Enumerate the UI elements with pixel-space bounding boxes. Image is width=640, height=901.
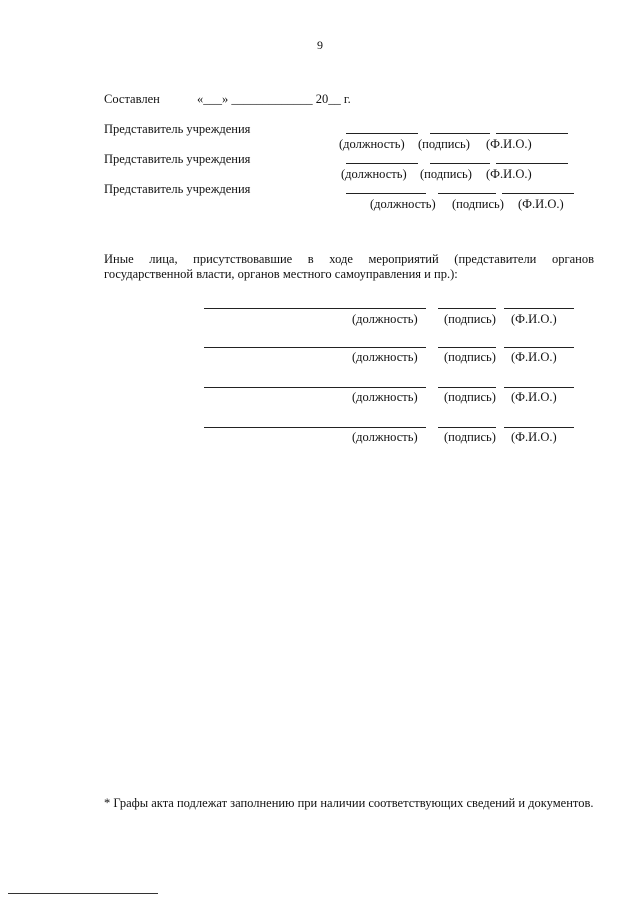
fio-caption: (Ф.И.О.) (511, 390, 557, 404)
fio-signature-line[interactable] (504, 387, 574, 388)
signature-line[interactable] (438, 427, 496, 428)
position-signature-line[interactable] (204, 427, 426, 428)
fio-caption: (Ф.И.О.) (518, 197, 564, 211)
other-persons-paragraph: Иные лица, присутствовавшие в ходе мероприятий (представители органов государственной власти, органов местного самоуправления и пр.): (104, 252, 594, 281)
signature-caption: (подпись) (444, 312, 496, 326)
signature-caption: (подпись) (420, 167, 472, 181)
signature-line[interactable] (438, 193, 496, 194)
signature-caption: (подпись) (452, 197, 504, 211)
compiled-date: «___» _____________ 20__ г. (197, 92, 351, 106)
signature-line[interactable] (430, 163, 490, 164)
fio-caption: (Ф.И.О.) (511, 350, 557, 364)
position-caption: (должность) (352, 430, 418, 444)
fio-signature-line[interactable] (502, 193, 574, 194)
fio-signature-line[interactable] (496, 133, 568, 134)
footer-divider (8, 893, 158, 894)
position-caption: (должность) (352, 312, 418, 326)
fio-signature-line[interactable] (504, 427, 574, 428)
position-caption: (должность) (370, 197, 436, 211)
position-caption: (должность) (339, 137, 405, 151)
representative-label: Представитель учреждения (104, 182, 251, 196)
position-caption: (должность) (352, 390, 418, 404)
signature-caption: (подпись) (418, 137, 470, 151)
footnote: * Графы акта подлежат заполнению при наличии соответствующих сведений и документов. (104, 796, 594, 810)
position-signature-line[interactable] (346, 193, 426, 194)
position-caption: (должность) (352, 350, 418, 364)
fio-caption: (Ф.И.О.) (511, 430, 557, 444)
position-signature-line[interactable] (204, 387, 426, 388)
position-signature-line[interactable] (204, 308, 426, 309)
signature-line[interactable] (438, 347, 496, 348)
signature-line[interactable] (438, 387, 496, 388)
fio-caption: (Ф.И.О.) (511, 312, 557, 326)
representative-label: Представитель учреждения (104, 152, 251, 166)
page-number: 9 (317, 38, 323, 52)
signature-line[interactable] (430, 133, 490, 134)
position-signature-line[interactable] (346, 163, 418, 164)
signature-caption: (подпись) (444, 390, 496, 404)
position-signature-line[interactable] (346, 133, 418, 134)
position-caption: (должность) (341, 167, 407, 181)
position-signature-line[interactable] (204, 347, 426, 348)
compiled-label: Составлен (104, 92, 160, 106)
fio-signature-line[interactable] (504, 308, 574, 309)
signature-caption: (подпись) (444, 350, 496, 364)
representative-label: Представитель учреждения (104, 122, 251, 136)
signature-line[interactable] (438, 308, 496, 309)
signature-caption: (подпись) (444, 430, 496, 444)
fio-caption: (Ф.И.О.) (486, 167, 532, 181)
fio-signature-line[interactable] (504, 347, 574, 348)
fio-caption: (Ф.И.О.) (486, 137, 532, 151)
fio-signature-line[interactable] (496, 163, 568, 164)
